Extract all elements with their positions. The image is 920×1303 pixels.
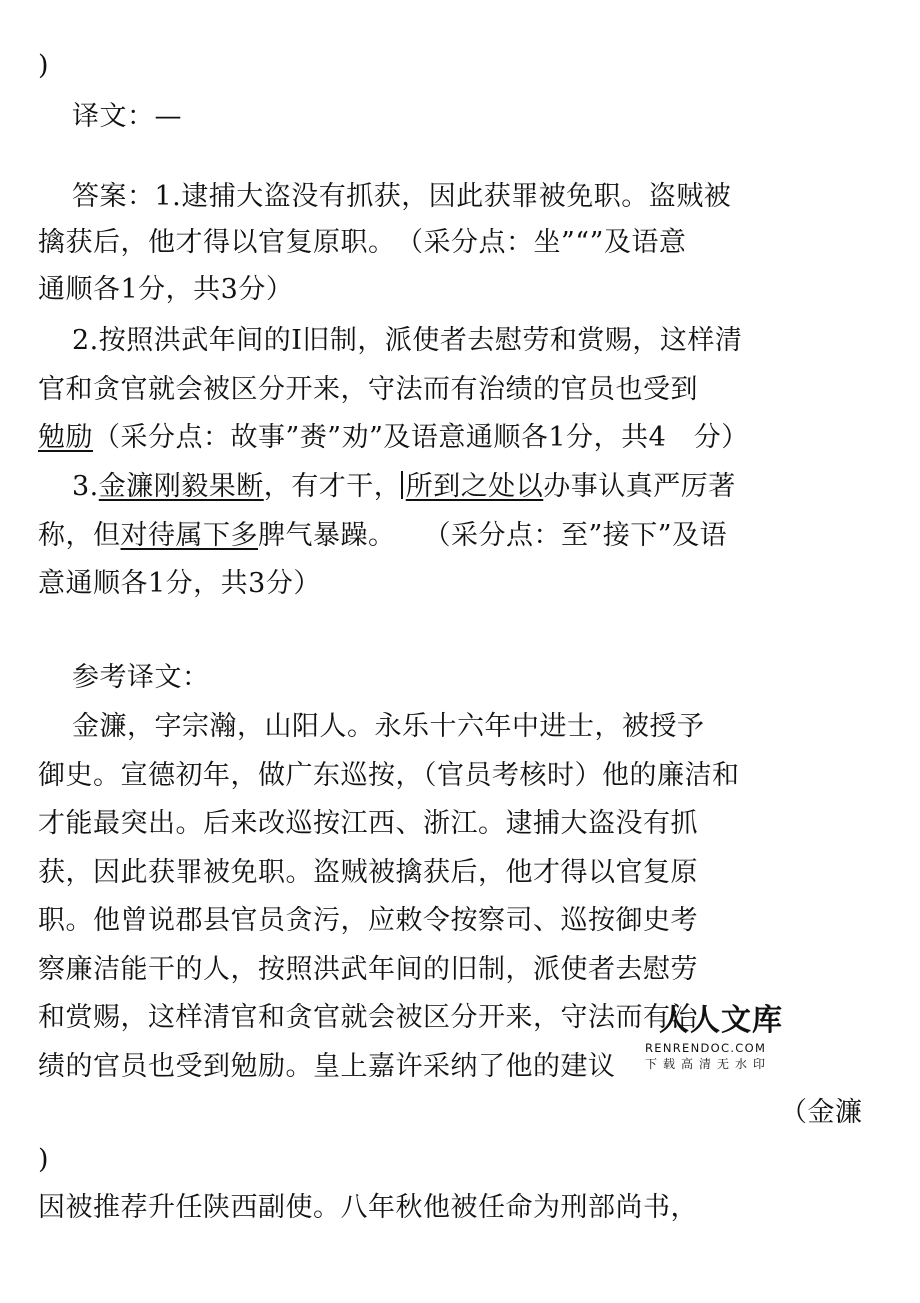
text-segment: 脾气暴躁。 （采分点：至”接下”及语 [258,520,728,551]
text-line: 绩的官员也受到勉励。皇上嘉许采纳了他的建议 [38,1051,616,1082]
text-line [38,421,749,455]
text-segment: 3. [72,471,99,502]
text-line: 擒获后，他才得以官复原职。 （采分点：坐”“”及语意 [38,227,687,258]
cursor-bar [401,471,403,499]
text-line: ) [38,50,50,81]
text-line: 因被推荐升任陕西副使。八年秋他被任命为刑部尚书， [38,1192,698,1223]
text-line: 职。他曾说郡县官员贪污，应敕令按察司、巡按御史考 [38,905,698,936]
text-line: （金濂 [780,1097,863,1128]
text-line: 才能最突出。后来改巡按江西、浙江。逮捕大盗没有抓 [38,808,698,839]
text-line: 通顺各1分，共3分） [38,274,294,305]
text-line: 官和贪官就会被区分开来，守法而有治绩的官员也受到 [38,374,698,405]
text-line: 答案：1.逮捕大盗没有抓获，因此获罪被免职。盗贼被 [72,181,732,212]
text-segment: 办事认真严厉著 [543,471,736,502]
underlined-phrase: 对待属下多 [120,520,258,551]
text-line: ) [38,1144,50,1175]
text-line: 金濂，字宗瀚，山阳人。永乐十六年中进士，被授予 [72,711,705,742]
watermark-title: 人人文库 [659,1003,783,1038]
underlined-phrase: 勉励 [38,422,93,453]
text-line: 察廉洁能干的人，按照洪武年间的旧制，派使者去慰劳 [38,954,698,985]
watermark-domain: RENRENDOC.COM [645,1041,767,1055]
text-line [38,519,727,553]
watermark-subtitle: 下载高清无水印 [645,1057,772,1071]
text-line: 和赏赐，这样清官和贪官就会被区分开来，守法而有治 [38,1002,698,1033]
text-segment: 称，但 [38,520,121,551]
watermark-logo [645,1003,783,1083]
underlined-phrase: 所到之处以 [405,471,544,502]
text-segment: ，有才干， [263,471,402,502]
text-line: 译文：— [72,101,182,132]
text-segment: （采分点：故事”赉”劝”及语意通顺各1分，共4 分） [93,422,749,453]
underlined-phrase: 金濂刚毅果断 [98,471,264,502]
text-line: 2.按照洪武年间的I旧制，派使者去慰劳和赏赐，这样清 [72,325,743,356]
text-line: 获，因此获罪被免职。盗贼被擒获后，他才得以官复原 [38,857,698,888]
text-line: 参考译文： [72,662,210,693]
text-line: 御史。宣德初年，做广东巡按，（官员考核时）他的廉洁和 [38,760,740,791]
text-line: 意通顺各1分，共3分） [38,568,321,599]
text-line [72,470,736,504]
